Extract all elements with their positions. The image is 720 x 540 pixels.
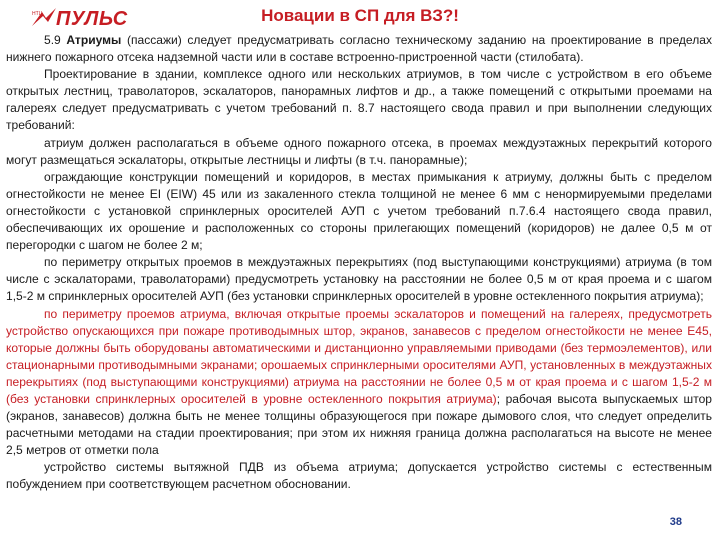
paragraph-text: ; рабочая высота выпускаемых штор (экранов, занавесов) должна быть не менее толщины образующегося при пожаре дымового слоя, что следует определить расчетными методами на стадии проектирования; при этом их нижняя граница должна располагаться на высоте не менее 2,5 метров от отметки пола: [6, 391, 712, 458]
paragraph-atriums-intro: [6, 32, 712, 66]
paragraph-requirement-2: ограждающие конструкции помещений и коридоров, в местах примыкания к атриуму, должны быть с пределом огнестойкости не менее EI (EIW) 45 или из закаленного стекла толщиной не менее 6 мм с ненормируемыми пределами огнестойкости с установкой спринклерных оросителей АУП с учетом требований п.7.6.4 настоящего свода правил, обеспечивающих их орошение и расположенных со стороны прилегающих помещений (коридоров) не далее 0,5 м от перегородки с шагом не более 2 м;: [6, 169, 712, 253]
paragraph-requirement-3: по периметру открытых проемов в междуэтажных перекрытиях (под выступающими конструкциями) атриума (в том числе с эскалаторами, траволаторами) предусмотреть установку на расстоянии не более 0,5 м от края проема и с шагом 1,5-2 м спринклерных оросителей АУП (без установки спринклерных оросителей в уровне остекленного покрытия атриума);: [6, 255, 712, 304]
paragraph-text: (пассажи) следует предусматривать согласно техническому заданию на проектирование в пределах нижнего пожарного отсека надземной части или в составе встроенно-пристроенной части (стилобата).: [6, 33, 712, 65]
paragraph-design: Проектирование в здании, комплексе одного или нескольких атриумов, в том числе с устройством в его объеме открытых лестниц, траволаторов, эскалаторов, панорамных лифтов и др., а также помещений с открытыми проемами на галереях следует предусматривать с учетом требований п. 8.7 настоящего свода правил и при выполнении следующих требований:: [6, 67, 712, 133]
clause-number: 5.9: [44, 33, 67, 47]
clause-keyword: Атриумы: [66, 33, 122, 47]
page-number: 38: [669, 516, 682, 528]
paragraph-requirement-5: устройство системы вытяжной ПДВ из объема атриума; допускается устройство системы с естественным побуждением при соответствующем расчетном обосновании.: [6, 460, 712, 492]
logo-small-text: НТЦ: [32, 11, 43, 17]
paragraph-requirement-4: [6, 306, 712, 460]
document-body: [6, 32, 712, 494]
paragraph-requirement-1: атриум должен располагаться в объеме одного пожарного отсека, в проемах междуэтажных перекрытий которого могут размещаться эскалаторы, открытые лестницы и лифты (в т.ч. панорамные);: [6, 135, 712, 167]
page-title: Новации в СП для ВЗ?!: [261, 6, 459, 25]
logo-text: ПУЛЬС: [56, 8, 128, 30]
highlighted-text: по периметру проемов атриума, включая открытые проемы эскалаторов и помещений на галереях, предусмотреть устройство опускающихся при пожаре противодымных штор, экранов, занавесов с пределом огнестойкости не менее Е45, которые должны быть оборудованы автоматическими и дистанционно управляемыми приводами (без термоэлементов), или стационарными противодымными экранами; орошаемых спринклерными оросителями АУП, установленных в междуэтажных перекрытиях (под выступающими конструкциями) атриума на расстоянии не более 0,5 м от края проема и с шагом 1,5-2 м (без установки спринклерных оросителей в уровне остекленного покрытия атриума): [6, 306, 712, 406]
